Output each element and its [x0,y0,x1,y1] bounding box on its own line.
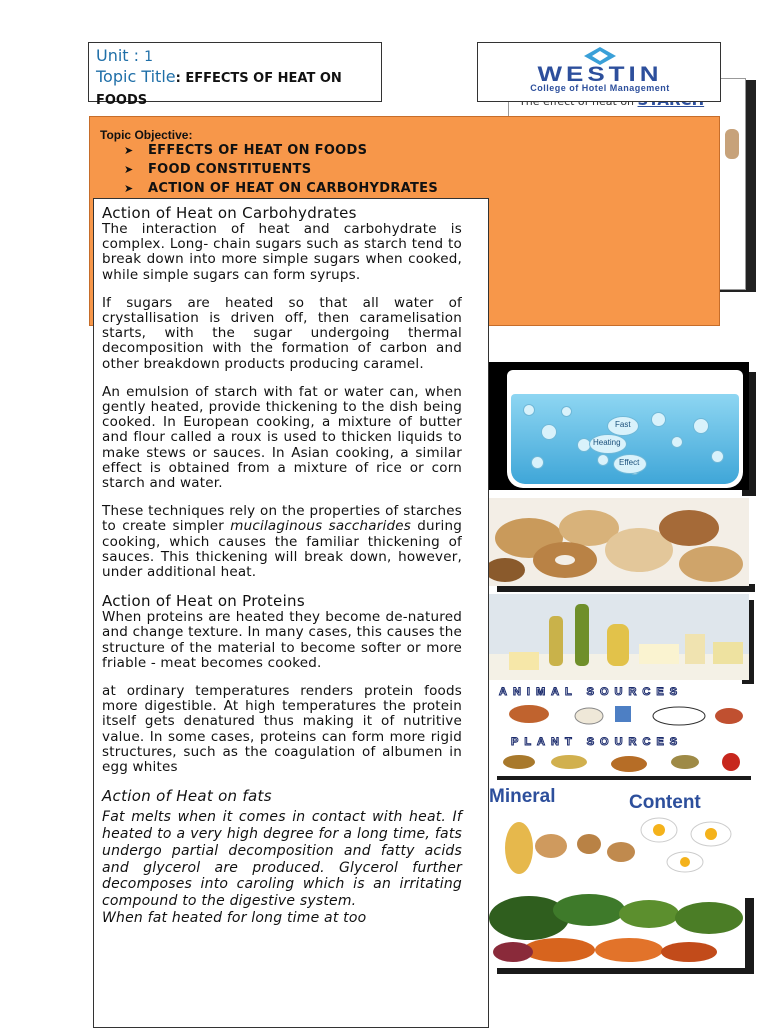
beaker [507,370,743,488]
vegetables-image [489,888,745,968]
objective-item-text: FOOD CONSTITUENTS [148,162,312,177]
plant-sources-title: PLANT SOURCES [511,736,684,748]
carbohydrates-paragraph-4 [102,504,462,580]
fats-paragraph-1: Fat melts when it comes in contact with heat. If heated to a very high degree for a long time, fats undergo partial decomposition and fatty acids and glycerol are produced. Glycerol further decomposes into caroling which is an irritating compound to the digestive system. [102,809,462,910]
boiling-water-beaker-image [489,362,749,490]
paragraph-italic-term: mucilaginous saccharides [230,518,411,535]
proteins-heading: Action of Heat on Proteins [102,592,305,611]
content-title-word: Content [629,792,701,813]
paragraph-text: These techniques rely on the properties of starches to create simpler [102,503,462,535]
logo-subtitle: College of Hotel Management [530,83,670,93]
sources-illustration [489,686,751,776]
carbohydrates-paragraph-1: The interaction of heat and carbohydrate is complex. Long- chain sugars such as starch tend to break down into more simple sugars when cooked, while simple sugars can form syrups. [102,221,462,283]
carbohydrates-paragraph-3: An emulsion of starch with fat or water can, when gently heated, provide thickening to the dish being cooked. In European cooking, a mixture of butter and flour called a roux is used to thicken liquids to make stews or sauces. In Asian cooking, a similar effect is obtained from a mixture of rice or corn starch and water. [102,383,462,492]
objective-item [124,179,438,198]
bubble [711,450,724,463]
oils-and-fats-image [489,594,749,680]
fats-heading: Action of Heat on fats [102,787,272,806]
college-logo [477,42,721,102]
arrow-bullet-icon: ➤ [124,163,134,176]
objective-item-text: EFFECTS OF HEAT ON FOODS [148,143,368,158]
objective-item [124,141,438,160]
mineral-title-word: Mineral [489,786,556,807]
main-text-column [93,198,489,1028]
unit-label: Unit : [96,46,145,65]
bubble [561,406,572,417]
animal-sources-title: ANIMAL SOURCES [499,686,684,698]
objective-item [124,160,438,179]
protein-sources-image [489,686,751,776]
bubble [531,456,544,469]
breads-image [489,498,749,586]
paragraph-text: during cooking, which causes the familiar thickening of sauces. This thickening will break down, however, under additional heat. [102,518,462,581]
bubble [523,404,535,416]
vegetables-illustration [489,888,745,968]
carbohydrates-paragraph-2: If sugars are heated so that all water of crystallisation is driven off, then caramelisation starts, with the sugar undergoing thermal decomposition with the formation of carbon and other breakdown products producing caramel. [102,294,462,372]
beaker-label: Effect [619,458,640,467]
bubble [597,454,609,466]
objective-title: Topic Objective: [100,128,193,142]
arrow-bullet-icon: ➤ [124,144,134,157]
unit-line [96,46,374,67]
oils-illustration [489,594,749,680]
objective-list [124,141,438,198]
proteins-paragraph-1: When proteins are heated they become de-natured and change texture. In many cases, this causes the structure of the material to become softer or more friable - meat becomes cooked. [102,609,462,671]
mineral-content-image [489,786,751,878]
topic-label: Topic Title [96,67,176,86]
logo-brand: WESTIN [537,62,663,86]
beaker-label: Fast [615,420,631,429]
unit-header-box [88,42,382,108]
topic-line [96,67,374,111]
bubble [541,424,557,440]
objective-item-text: ACTION OF HEAT ON CARBOHYDRATES [148,181,439,196]
water [511,394,739,484]
spacer [102,372,462,385]
arrow-bullet-icon: ➤ [124,182,134,195]
unit-number: 1 [144,49,154,65]
beaker-label: Heating [593,438,621,447]
slide-decoration [725,129,739,159]
breads-illustration [489,498,749,586]
bubble [693,418,709,434]
bubble [651,412,666,427]
bubble [671,436,683,448]
proteins-paragraph-2: at ordinary temperatures renders protein foods more digestible. At high temperatures the protein itself gets denatured thus making it of nutritive value. In some cases, proteins can form more rigid structures, such as the coagulation of albumen in egg whites [102,683,462,776]
topic-title: : EFFECTS OF HEAT ON FOODS [96,71,342,108]
carbohydrates-heading: Action of Heat on Carbohydrates [102,204,357,222]
spacer [102,283,462,296]
fats-paragraph-2: When fat heated for long time at too [102,910,367,927]
